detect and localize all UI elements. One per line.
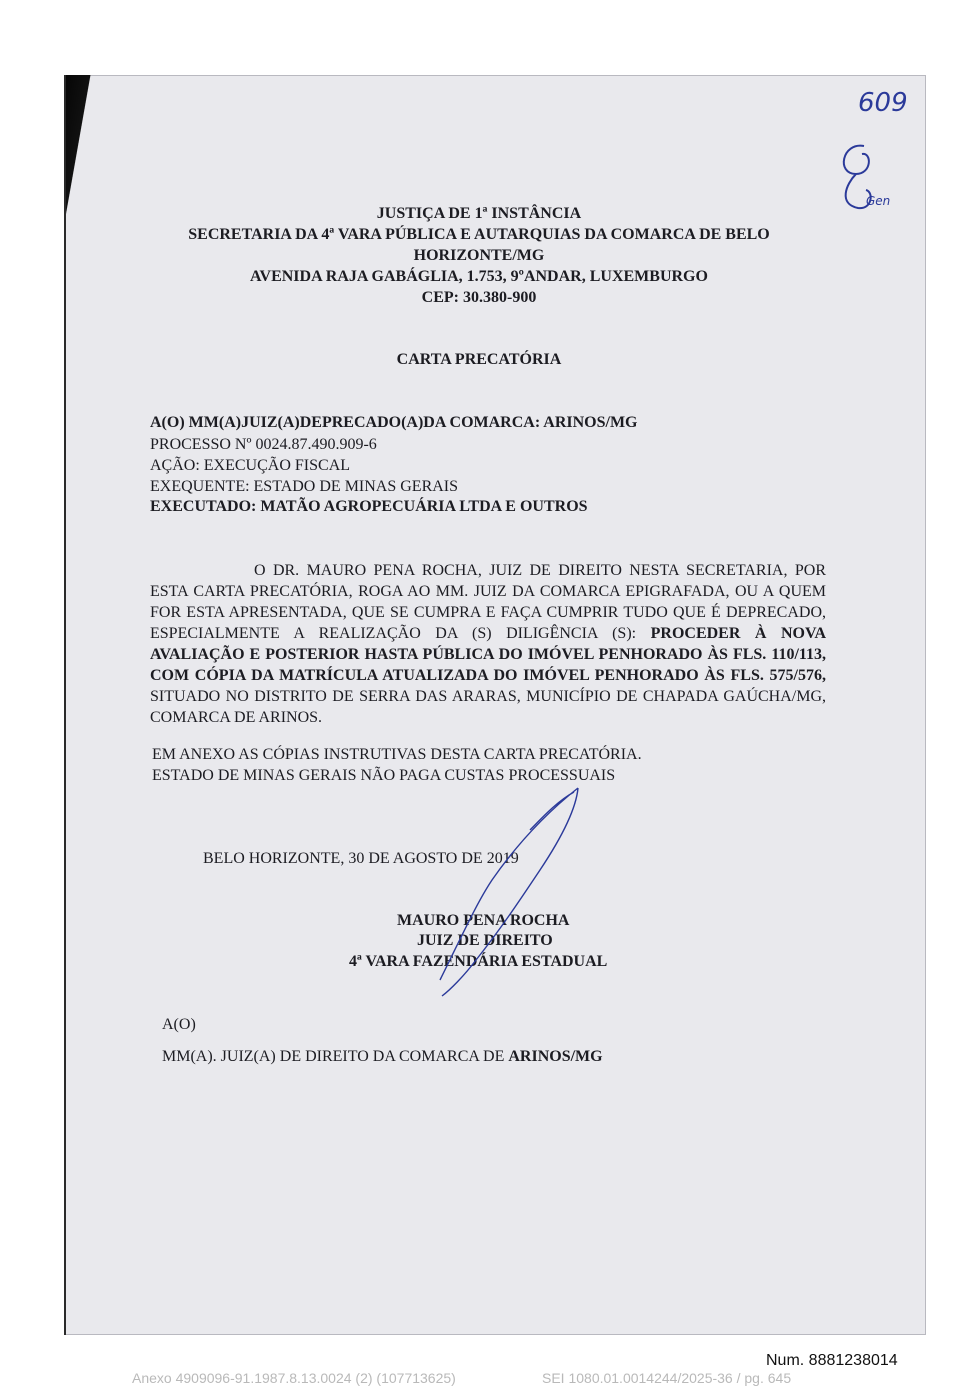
date-line: BELO HORIZONTE, 30 DE AGOSTO DE 2019	[203, 850, 519, 867]
header-line-3: HORIZONTE/MG	[413, 247, 545, 264]
header-line-1: JUSTIÇA DE 1ª INSTÂNCIA	[376, 205, 582, 222]
header-line-4: AVENIDA RAJA GABÁGLIA, 1.753, 9ºANDAR, LUXEMBURGO	[250, 268, 708, 285]
signer-role: JUIZ DE DIREITO	[417, 932, 553, 949]
footer-sei-ref: SEI 1080.01.0014244/2025-36 / pg. 645	[542, 1370, 792, 1386]
annex-line-2: ESTADO DE MINAS GERAIS NÃO PAGA CUSTAS PROCESSUAIS	[152, 767, 616, 784]
annex-line-1: EM ANEXO AS CÓPIAS INSTRUTIVAS DESTA CARTA PRECATÓRIA.	[152, 746, 642, 763]
header-line-2: SECRETARIA DA 4ª VARA PÚBLICA E AUTARQUIAS DA COMARCA DE BELO	[188, 226, 770, 243]
footer-annex-ref: Anexo 4909096-91.1987.8.13.0024 (2) (107713625)	[132, 1370, 456, 1386]
exequente-line: EXEQUENTE: ESTADO DE MINAS GERAIS	[150, 478, 459, 495]
document-title: CARTA PRECATÓRIA	[396, 351, 562, 368]
recipient-prefix: MM(A). JUIZ(A) DE DIREITO DA COMARCA DE	[162, 1048, 505, 1065]
body-paragraph	[150, 560, 826, 728]
body-indent-text: O DR. MAURO PENA ROCHA, JUIZ DE DIREITO NESTA SECRETARIA, POR ESTA CARTA PRECATÓRIA, ROGA AO MM. JUIZ DA COMARCA EPIGRAFADA, OU A QUEM FOR ESTA APRESENTADA, QUE SE CUMPRA E FAÇA CUMPRIR TUDO QUE É DEPRECADO, ESPECIALMENTE A REALIZAÇÃO DA (S) DILIGÊNCIA (S):	[150, 562, 826, 642]
body-tail-text: SITUADO NO DISTRITO DE SERRA DAS ARARAS, MUNICÍPIO DE CHAPADA GAÚCHA/MG, COMARCA DE ARINOS.	[150, 688, 826, 726]
recipient-comarca: ARINOS/MG	[508, 1048, 603, 1065]
processo-line: PROCESSO Nº 0024.87.490.909-6	[150, 436, 377, 453]
recipient-line-2	[162, 1048, 603, 1066]
body-bold-text: PROCEDER À NOVA AVALIAÇÃO E POSTERIOR HASTA PÚBLICA DO IMÓVEL PENHORADO ÀS FLS. 110/113, COM CÓPIA DA MATRÍCULA ATUALIZADA DO IMÓVEL PENHORADO ÀS FLS. 575/576,	[150, 625, 827, 684]
rubric-initials: Gen	[866, 194, 891, 208]
signer-court: 4ª VARA FAZENDÁRIA ESTADUAL	[349, 953, 608, 970]
addressee-line: A(O) MM(A)JUIZ(A)DEPRECADO(A)DA COMARCA: ARINOS/MG	[150, 414, 638, 431]
footer-num: Num. 8881238014	[766, 1352, 898, 1369]
handwritten-signature	[380, 770, 620, 1010]
signer-name: MAURO PENA ROCHA	[397, 912, 570, 929]
handwritten-page-number: 609	[858, 88, 908, 118]
header-line-5: CEP: 30.380-900	[421, 289, 537, 306]
executado-line: EXECUTADO: MATÃO AGROPECUÁRIA LTDA E OUTROS	[150, 498, 588, 515]
recipient-line-1: A(O)	[162, 1016, 196, 1033]
acao-line: AÇÃO: EXECUÇÃO FISCAL	[150, 457, 351, 474]
